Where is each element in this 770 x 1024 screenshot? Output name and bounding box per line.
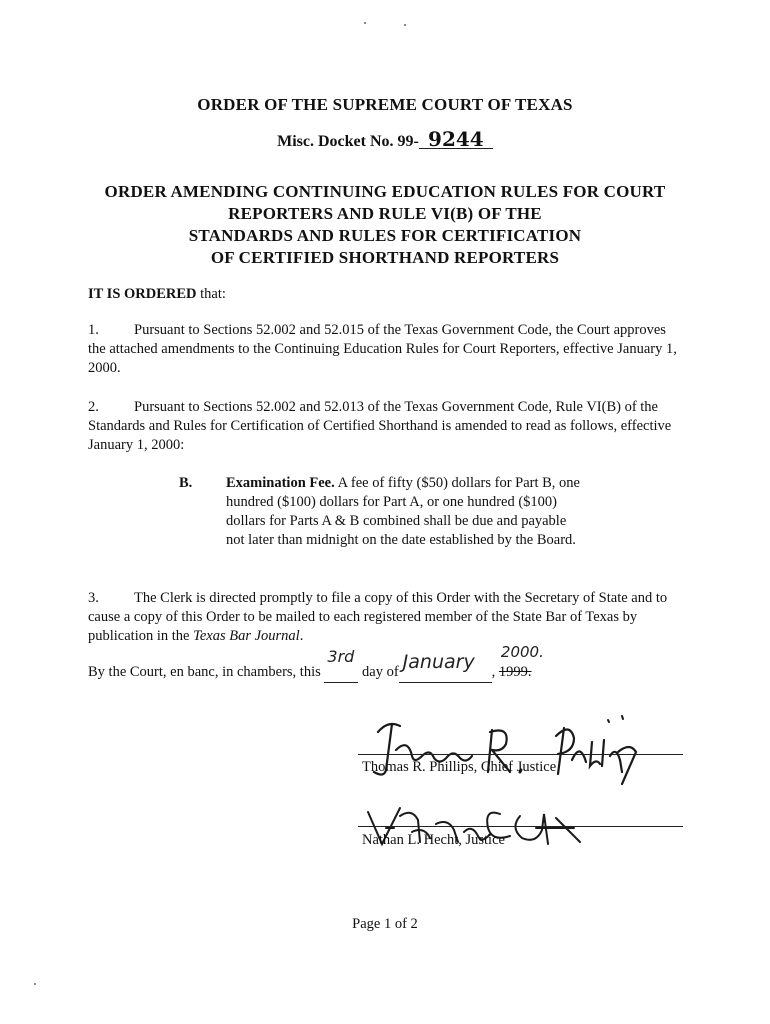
year-block xyxy=(498,643,544,682)
court-title: ORDER OF THE SUPREME COURT OF TEXAS xyxy=(197,95,573,114)
docket-number: 9244 xyxy=(419,130,493,149)
signatory-printed-name: Thomas R. Phillips, Chief Justice xyxy=(362,759,557,775)
paragraph-2 xyxy=(88,398,678,455)
year-handwritten: 2000. xyxy=(500,643,544,661)
month-handwritten: January xyxy=(402,651,475,673)
paragraph-number: 1. xyxy=(88,322,99,338)
rule-letter: B. xyxy=(179,475,193,491)
paragraph-number: 3. xyxy=(88,590,99,606)
signature-line xyxy=(358,754,683,755)
paragraph-text: Pursuant to Sections 52.002 and 52.013 of the Texas Government Code, Rule VI(B) of the Standards and Rules for Certification of Certified Shorthand is amended to read as follows, effective January 1, 2000: xyxy=(88,399,672,453)
order-title-line: REPORTERS AND RULE VI(B) OF THE xyxy=(228,204,542,223)
year-struck: 1999. xyxy=(498,664,532,680)
paragraph-number: 2. xyxy=(88,399,99,415)
page-number: Page 1 of 2 xyxy=(352,916,418,932)
rule-b-heading: Examination Fee. xyxy=(226,475,335,491)
docket-label: Misc. Docket No. 99- xyxy=(277,133,419,150)
order-title xyxy=(0,181,770,269)
intro-rest: that: xyxy=(196,286,226,302)
intro-bold: IT IS ORDERED xyxy=(88,286,197,302)
intro-line xyxy=(88,285,226,304)
paragraph-text: The Clerk is directed promptly to file a copy of this Order with the Secretary of State and to cause a copy of this Order to be mailed to each registered member of the State Bar of Texas by publication in the xyxy=(88,590,668,644)
docket-line xyxy=(0,127,770,151)
journal-name: Texas Bar Journal xyxy=(193,628,300,644)
paragraph-3 xyxy=(88,589,678,646)
signatory-printed-name: Nathan L. Hecht, Justice xyxy=(362,832,505,848)
rule-b-text xyxy=(226,474,584,550)
rule-b-body: A fee of fifty ($50) dollars for Part B, one hundred ($100) dollars for Part A, or one hundred ($100) dollars for Parts A & B combined shall be due and payable not later than midnight on the date established by the Board. xyxy=(226,475,580,548)
month-fill-line xyxy=(399,651,492,683)
order-title-line: ORDER AMENDING CONTINUING EDUCATION RULES FOR COURT xyxy=(104,182,666,201)
paragraph-text: Pursuant to Sections 52.002 and 52.015 of the Texas Government Code, the Court approves the attached amendments to the Continuing Education Rules for Court Reporters, effective January 1, 2000. xyxy=(88,322,677,376)
scan-speck xyxy=(404,24,406,26)
dating-line: By the Court, en banc, in chambers, this 3rd day of January , 1999. 2000. xyxy=(88,663,532,683)
dating-prefix: By the Court, en banc, in chambers, this xyxy=(88,664,321,680)
paragraph-1 xyxy=(88,321,678,378)
scan-speck xyxy=(34,983,36,985)
dating-middle: day of xyxy=(362,664,399,680)
day-handwritten: 3rd xyxy=(327,647,355,666)
order-title-line: OF CERTIFIED SHORTHAND REPORTERS xyxy=(210,248,560,267)
scan-speck xyxy=(364,22,366,24)
paragraph-end: . xyxy=(299,628,304,644)
signature-line xyxy=(358,826,683,827)
day-fill-line xyxy=(324,647,358,683)
order-title-line: STANDARDS AND RULES FOR CERTIFICATION xyxy=(188,226,582,245)
